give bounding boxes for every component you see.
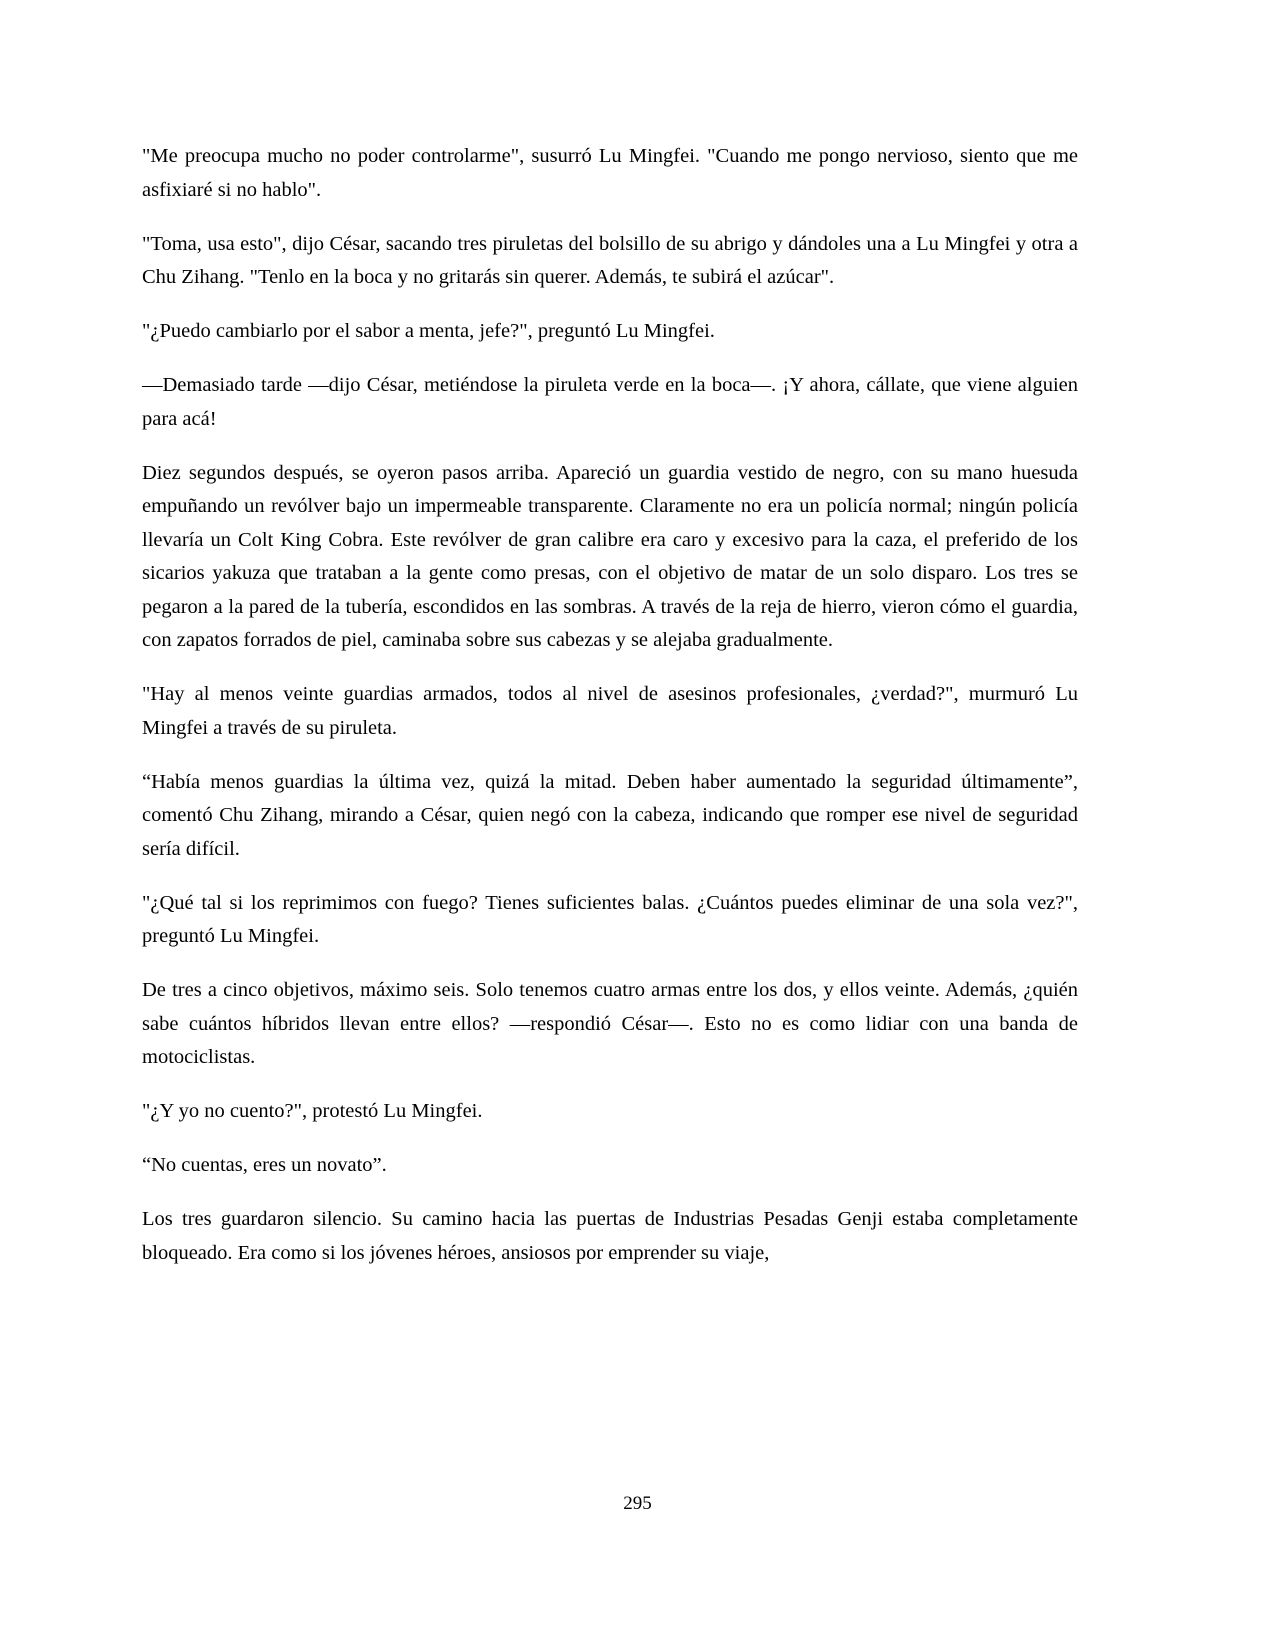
- paragraph: "Me preocupa mucho no poder controlarme", susurró Lu Mingfei. "Cuando me pongo nervioso, siento que me asfixiaré si no hablo".: [142, 145, 1078, 201]
- paragraph: —Demasiado tarde —dijo César, metiéndose la piruleta verde en la boca—. ¡Y ahora, cállate, que viene alguien para acá!: [142, 374, 1078, 430]
- paragraph: "¿Y yo no cuento?", protestó Lu Mingfei.: [142, 1100, 483, 1122]
- paragraph: De tres a cinco objetivos, máximo seis. Solo tenemos cuatro armas entre los dos, y ellos veinte. Además, ¿quién sabe cuántos híbridos llevan entre ellos? —respondió César—. Esto no es como lidiar con una banda de motociclistas.: [142, 979, 1078, 1068]
- paragraph: Diez segundos después, se oyeron pasos arriba. Apareció un guardia vestido de negro, con su mano huesuda empuñando un revólver bajo un impermeable transparente. Claramente no era un policía normal; ningún policía llevaría un Colt King Cobra. Este revólver de gran calibre era caro y excesivo para la caza, el preferido de los sicarios yakuza que trataban a la gente como presas, con el objetivo de matar de un solo disparo. Los tres se pegaron a la pared de la tubería, escondidos en las sombras. A través de la reja de hierro, vieron cómo el guardia, con zapatos forrados de piel, caminaba sobre sus cabezas y se alejaba gradualmente.: [142, 461, 1078, 651]
- page-text-column: [142, 140, 1078, 1270]
- paragraph: "¿Qué tal si los reprimimos con fuego? Tienes suficientes balas. ¿Cuántos puedes eliminar de una sola vez?", preguntó Lu Mingfei.: [142, 891, 1078, 947]
- paragraph: “No cuentas, eres un novato”.: [142, 1154, 387, 1176]
- paragraph: "Hay al menos veinte guardias armados, todos al nivel de asesinos profesionales, ¿verdad?", murmuró Lu Mingfei a través de su piruleta.: [142, 683, 1078, 739]
- paragraph: “Había menos guardias la última vez, quizá la mitad. Deben haber aumentado la seguridad últimamente”, comentó Chu Zihang, mirando a César, quien negó con la cabeza, indicando que romper ese nivel de seguridad sería difícil.: [142, 770, 1078, 860]
- page-number: 295: [623, 1493, 652, 1514]
- paragraph: "Toma, usa esto", dijo César, sacando tres piruletas del bolsillo de su abrigo y dándoles una a Lu Mingfei y otra a Chu Zihang. "Tenlo en la boca y no gritarás sin querer. Además, te subirá el azúcar".: [142, 232, 1078, 288]
- paragraph: Los tres guardaron silencio. Su camino hacia las puertas de Industrias Pesadas Genji estaba completamente bloqueado. Era como si los jóvenes héroes, ansiosos por emprender su viaje,: [142, 1208, 1078, 1264]
- paragraph: "¿Puedo cambiarlo por el sabor a menta, jefe?", preguntó Lu Mingfei.: [142, 320, 715, 342]
